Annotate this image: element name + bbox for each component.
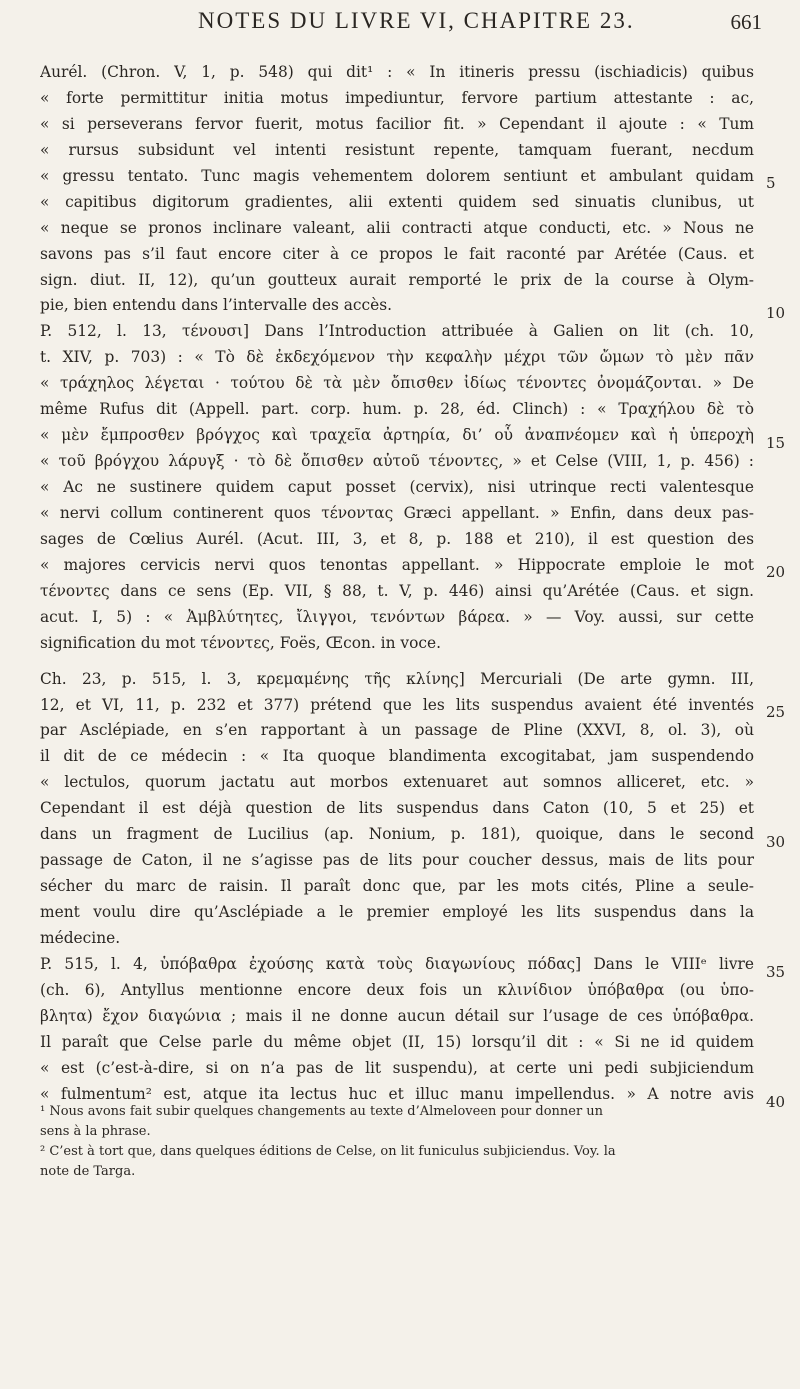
footnote-line: ² C’est à tort que, dans quelques éditions de Celse, on lit funiculus subjiciendus. Voy. la [40, 1144, 616, 1159]
text-line: « forte permittitur initia motus impediuntur, fervore partium attestante : ac, [40, 88, 754, 107]
text-line: « Ac ne sustinere quidem caput posset (cervix), nisi utrinque recti valentesque [40, 478, 754, 496]
text-line: « neque se pronos inclinare valeant, alii contracti atque conducti, etc. » Nous ne [40, 218, 754, 237]
text-line: P. 512, l. 13, τένουσι] Dans l’Introduction attribuée à Galien on lit (ch. 10, [40, 322, 754, 341]
text-line: « τράχηλος λέγεται · τούτου δὲ τὰ μὲν ὄπισθεν ἰδίως τένοντες ὀνομάζονται. » De [40, 374, 754, 393]
text-line: sages de Cœlius Aurél. (Acut. III, 3, et 8, p. 188 et 210), il est question des [40, 529, 754, 548]
text-line: « nervi collum continerent quos τένοντας Græci appellant. » Enfin, dans deux pas- [40, 503, 754, 522]
line-number: 40 [766, 1093, 786, 1111]
text-line: pie, bien entendu dans l’intervalle des accès. [40, 296, 393, 315]
text-line: « fulmentum² est, atque ita lectus huc et illuc manu impellendus. » A notre avis [40, 1084, 754, 1103]
page-header [0, 8, 800, 44]
footnote-line: ¹ Nous avons fait subir quelques changements au texte d’Almeloveen pour donner un [40, 1104, 604, 1119]
line-number: 25 [766, 703, 786, 721]
footnote-line: note de Targa. [40, 1164, 136, 1179]
text-line: τένοντες dans ce sens (Ep. VII, § 88, t. V, p. 446) ainsi qu’Arétée (Caus. et sign. [40, 581, 754, 600]
text-line: il dit de ce médecin : « Ita quoque blandimenta excogitabat, jam suspendendo [40, 747, 754, 766]
line-number: 10 [766, 304, 786, 322]
text-line: « capitibus digitorum gradientes, alii extenti quidem sed sinuatis clunibus, ut [40, 192, 754, 211]
text-line: Ch. 23, p. 515, l. 3, κρεμαμένης τῆς κλίνης] Mercuriali (De arte gymn. III, [40, 669, 754, 688]
text-line: 12, et VI, 11, p. 232 et 377) prétend que les lits suspendus avaient été inventés [40, 695, 754, 714]
text-line: « τοῦ βρόγχου λάρυγξ · τὸ δὲ ὄπισθεν αὐτοῦ τένοντες, » et Celse (VIII, 1, p. 456) : [40, 452, 754, 471]
text-line: « rursus subsidunt vel intenti resistunt repente, tamquam fuerant, necdum [40, 140, 754, 159]
line-number: 15 [766, 434, 786, 452]
text-line: sécher du marc de raisin. Il paraît donc que, par les mots cités, Pline a seule- [40, 877, 754, 896]
text-line: Cependant il est déjà question de lits suspendus dans Caton (10, 5 et 25) et [40, 799, 754, 818]
main-text [40, 60, 754, 1108]
text-line: ment voulu dire qu’Asclépiade a le premier employé les lits suspendus dans la [40, 903, 754, 921]
page-number: 661 [730, 10, 762, 34]
text-line: acut. I, 5) : « Ἀμβλύτητες, ἴλιγγοι, τενόντων βάρεα. » — Voy. aussi, sur cette [40, 607, 754, 626]
text-line: P. 515, l. 4, ὑπόβαθρα ἐχούσης κατὰ τοὺς διαγωνίους πόδας] Dans le VIIIᵉ livre [40, 954, 754, 973]
text-line: par Asclépiade, en s’en rapportant à un passage de Pline (XXVI, 8, ol. 3), où [40, 721, 754, 740]
text-line: signification du mot τένοντες, Foës, Œcon. in voce. [40, 633, 441, 652]
text-line: « gressu tentato. Tunc magis vehementem dolorem sentiunt et ambulant quidam [40, 166, 754, 185]
footnote-line: sens à la phrase. [40, 1124, 151, 1139]
text-line: sign. diut. II, 12), qu’un goutteux aurait remporté le prix de la course à Olym- [40, 270, 754, 289]
paragraph [40, 60, 754, 657]
text-line: passage de Caton, il ne s’agisse pas de lits pour coucher dessus, mais de lits pour [40, 851, 754, 870]
line-number: 30 [766, 833, 786, 851]
text-line: « est (c’est-à-dire, si on n’a pas de lit suspendu), at certe uni pedi subjiciendum [40, 1058, 754, 1077]
text-line: savons pas s’il faut encore citer à ce propos le fait raconté par Arétée (Caus. et [40, 244, 754, 263]
text-line: « lectulos, quorum jactatu aut morbos extenuaret aut somnos alliceret, etc. » [40, 773, 754, 792]
text-line: « μὲν ἔμπροσθεν βρόγχος καὶ τραχεῖα ἀρτηρία, δι’ οὗ ἀναπνέομεν καὶ ἡ ὑπεροχὴ [40, 426, 754, 445]
line-number: 35 [766, 963, 786, 981]
text-line: « si perseverans fervor fuerit, motus facilior fit. » Cependant il ajoute : « Tum [40, 114, 754, 133]
text-line: « majores cervicis nervi quos tenontas appellant. » Hippocrate emploie le mot [40, 555, 754, 574]
text-line: médecine. [40, 928, 121, 947]
text-line: Il paraît que Celse parle du même objet (II, 15) lorsqu’il dit : « Si ne id quidem [40, 1032, 754, 1051]
text-line: dans un fragment de Lucilius (ap. Nonium, p. 181), quoique, dans le second [40, 825, 754, 844]
line-number: 20 [766, 563, 786, 581]
text-line: (ch. 6), Antyllus mentionne encore deux fois un κλινίδιον ὑπόβαθρα (ou ὑπο- [40, 980, 754, 999]
text-line: t. XIV, p. 703) : « Τὸ δὲ ἐκδεχόμενον τὴν κεφαλὴν μέχρι τῶν ὤμων τὸ μὲν πᾶν [40, 348, 754, 367]
line-number: 5 [766, 174, 776, 192]
text-line: βλητα) ἔχον διαγώνια ; mais il ne donne aucun détail sur l’usage de ces ὑπόβαθρα. [40, 1006, 754, 1025]
text-line: même Rufus dit (Appell. part. corp. hum. p. 28, éd. Clinch) : « Τραχήλου δὲ τὸ [40, 400, 754, 419]
running-head: NOTES DU LIVRE VI, CHAPITRE 23. [198, 8, 635, 33]
paragraph [40, 667, 754, 1108]
footnotes [40, 1102, 754, 1182]
text-line: Aurél. (Chron. V, 1, p. 548) qui dit¹ : « In itineris pressu (ischiadicis) quibus [40, 63, 754, 81]
